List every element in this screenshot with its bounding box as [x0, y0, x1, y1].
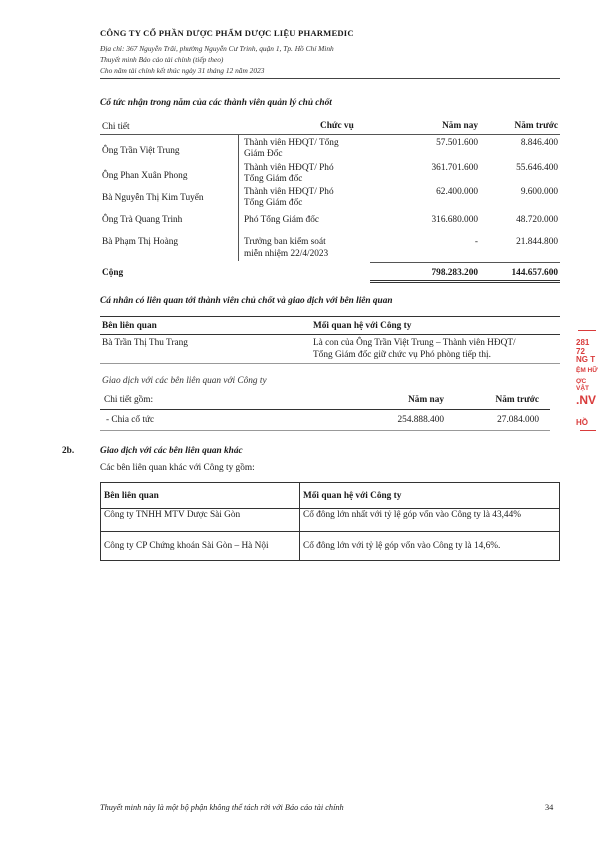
transaction-item-label: - Chia cổ tức — [106, 415, 155, 425]
dividend-row-current: 316.680.000 — [431, 215, 478, 225]
table-row — [101, 532, 560, 561]
dividend-row-prior: 9.600.000 — [520, 187, 558, 197]
dividend-row-name: Bà Nguyễn Thị Kim Tuyến — [102, 193, 204, 203]
total-current: 798.283.200 — [431, 268, 478, 278]
total-prior: 144.657.600 — [511, 268, 558, 278]
table-header-party: Bên liên quan — [101, 483, 300, 509]
total-rule-top — [370, 262, 560, 263]
transactions-bottom-rule — [100, 430, 550, 431]
dividend-row-role: Tổng Giám đốc — [244, 198, 303, 208]
dividend-row-current: - — [474, 237, 478, 247]
dividend-row-name: Ông Trần Việt Trung — [102, 146, 180, 156]
dividend-row-name: Ông Trà Quang Trinh — [102, 215, 183, 225]
related-col-relation: Mối quan hệ với Công ty — [313, 321, 412, 331]
dividend-row-prior: 55.646.400 — [516, 163, 558, 173]
related-col-party: Bên liên quan — [102, 321, 157, 331]
dividend-row-prior: 21.844.800 — [516, 237, 558, 247]
dividends-title: Cổ tức nhận trong năm của các thành viên quản lý chủ chốt — [100, 98, 332, 108]
stamp-fragment: 281 72 — [576, 338, 590, 356]
transactions-col-current: Năm nay — [408, 395, 444, 405]
dividend-row-role: Trưởng ban kiểm soát — [244, 237, 326, 247]
related-bottom-rule — [100, 363, 560, 364]
stamp-line — [580, 430, 596, 431]
transaction-item-prior: 27.084.000 — [497, 415, 539, 425]
dividend-row-role: miễn nhiệm 22/4/2023 — [244, 249, 329, 259]
dividend-row-role: Thành viên HĐQT/ Tổng — [244, 138, 339, 148]
dividend-row-current: 57.501.600 — [436, 138, 478, 148]
report-note: Thuyết minh Báo cáo tài chính (tiếp theo) — [100, 55, 224, 64]
section-2b-title: Giao dịch với các bên liên quan khác — [100, 446, 243, 456]
company-name: CÔNG TY CỔ PHẦN DƯỢC PHẨM DƯỢC LIỆU PHARMEDIC — [100, 28, 354, 38]
related-title: Cá nhân có liên quan tới thành viên chủ chốt và giao dịch với bên liên quan — [100, 296, 393, 306]
related-relation: Là con của Ông Trần Việt Trung – Thành viên HĐQT/ — [313, 338, 516, 348]
dividend-row-name: Ông Phan Xuân Phong — [102, 171, 188, 181]
table-cell-relation: Cổ đông lớn nhất với tỷ lệ góp vốn vào Công ty là 43,44% — [300, 509, 560, 532]
table-cell-party: Công ty TNHH MTV Dược Sài Gòn — [101, 509, 300, 532]
related-relation: Tổng Giám đốc giữ chức vụ Phó phòng tiếp thị. — [313, 350, 491, 360]
related-party: Bà Trần Thị Thu Trang — [102, 338, 188, 348]
dividend-row-prior: 8.846.400 — [520, 138, 558, 148]
total-rule-bottom — [370, 280, 560, 283]
col-current-header: Năm nay — [442, 121, 478, 131]
dividend-row-prior: 48.720.000 — [516, 215, 558, 225]
dividend-row-current: 62.400.000 — [436, 187, 478, 197]
dividend-row-role: Phó Tổng Giám đốc — [244, 215, 319, 225]
col-role-header: Chức vụ — [320, 121, 354, 131]
other-related-parties-table — [100, 482, 560, 561]
report-period: Cho năm tài chính kết thúc ngày 31 tháng 12 năm 2023 — [100, 66, 265, 75]
table-row — [101, 509, 560, 532]
transaction-item-current: 254.888.400 — [397, 415, 444, 425]
stamp-fragment: .NV — [576, 393, 597, 407]
dividends-col-divider — [238, 134, 239, 261]
stamp-fragment: HỒ — [576, 418, 588, 427]
section-2b-number: 2b. — [62, 446, 75, 456]
page-number: 34 — [545, 803, 554, 812]
transactions-header-rule — [100, 409, 550, 410]
dividend-row-role: Thành viên HĐQT/ Phó — [244, 187, 334, 197]
company-address: Địa chỉ: 367 Nguyễn Trãi, phường Nguyễn Cư Trinh, quận 1, Tp. Hồ Chí Minh — [100, 44, 334, 53]
stamp-line — [578, 330, 596, 331]
dividend-row-role: Giám Đốc — [244, 149, 283, 159]
col-detail-header: Chi tiết — [102, 122, 130, 132]
related-top-rule — [100, 316, 560, 317]
header-divider — [100, 78, 560, 79]
total-label: Cộng — [102, 268, 124, 278]
table-cell-party: Công ty CP Chứng khoán Sài Gòn – Hà Nội — [101, 532, 300, 561]
table-header-row — [101, 483, 560, 509]
dividend-row-role: Thành viên HĐQT/ Phó — [244, 163, 334, 173]
transactions-detail-label: Chi tiết gồm: — [104, 395, 154, 405]
table-cell-relation: Cổ đông lớn với tỷ lệ góp vốn vào Công ty là 14,6%. — [300, 532, 560, 561]
col-prior-header: Năm trước — [514, 121, 558, 131]
transactions-intro: Giao dịch với các bên liên quan với Công ty — [102, 376, 267, 386]
dividend-row-current: 361.701.600 — [431, 163, 478, 173]
transactions-col-prior: Năm trước — [495, 395, 539, 405]
related-header-rule — [100, 334, 560, 335]
stamp-fragment: NG T — [576, 355, 596, 364]
dividend-row-role: Tổng Giám đốc — [244, 174, 303, 184]
stamp-fragment: ỢC VẬT — [576, 378, 589, 392]
dividend-row-name: Bà Phạm Thị Hoàng — [102, 237, 179, 247]
stamp-fragment: ỆM HỮ — [576, 367, 598, 374]
section-2b-intro: Các bên liên quan khác với Công ty gồm: — [100, 463, 255, 473]
footer-note: Thuyết minh này là một bộ phận không thể tách rời với Báo cáo tài chính — [100, 803, 344, 812]
dividends-header-rule — [100, 134, 560, 135]
table-header-relation: Mối quan hệ với Công ty — [300, 483, 560, 509]
